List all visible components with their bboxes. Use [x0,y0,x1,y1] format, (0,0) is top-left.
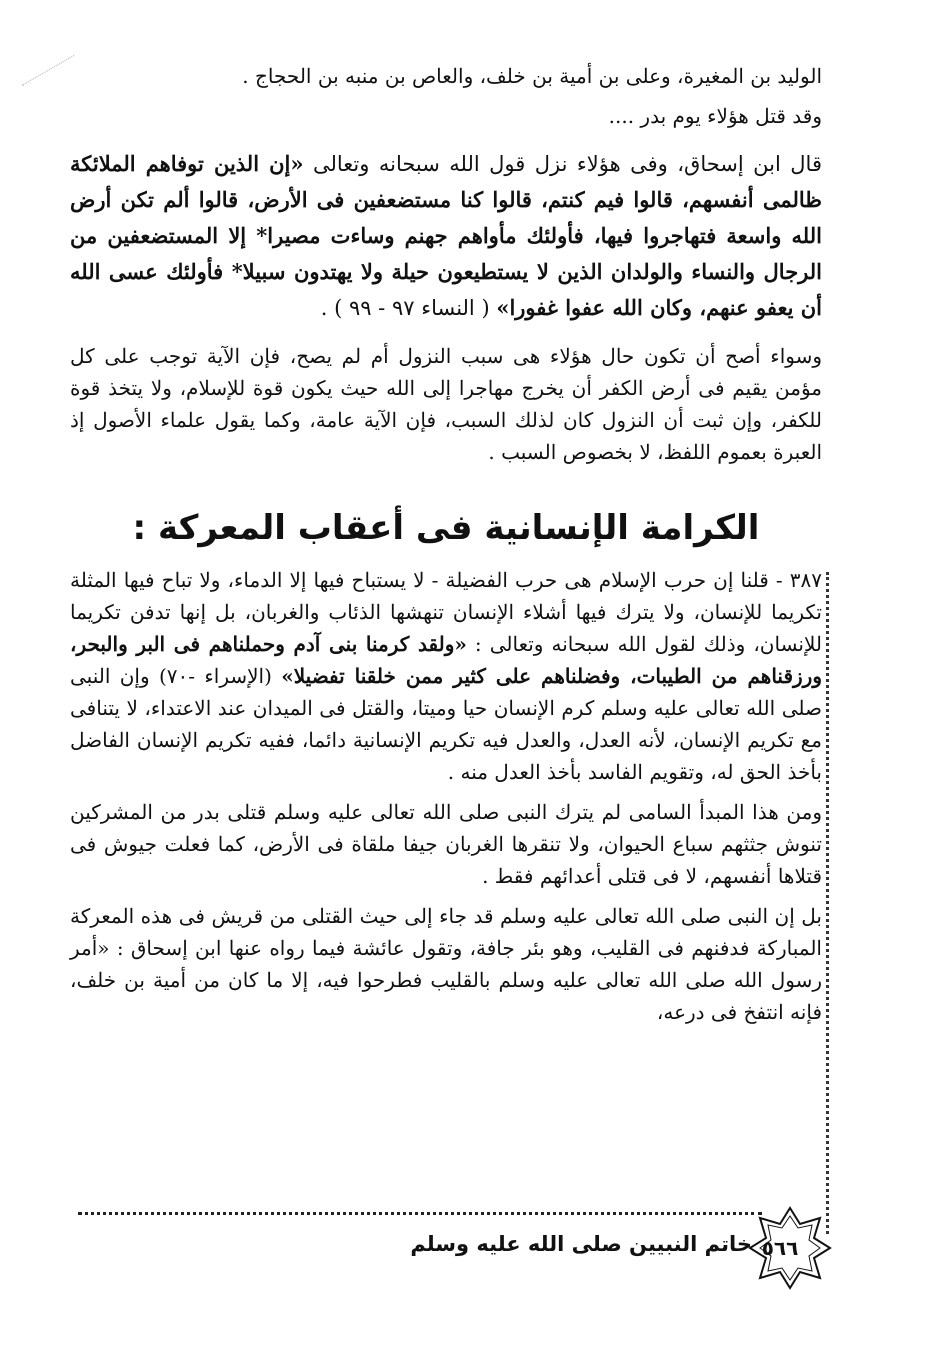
paragraph-3-intro: قال ابن إسحاق، وفى هؤلاء نزل قول الله سبحانه وتعالى [312,152,822,176]
paragraph-2: وقد قتل هؤلاء يوم بدر .... [608,104,822,128]
page-body [70,60,822,1036]
scan-artifact [22,55,74,86]
paragraph-4: وسواء أصح أن تكون حال هؤلاء هى سبب النزول أم لم يصح، فإن الآية توجب على كل مؤمن يقيم فى أرض الكفر أن يخرج مهاجرا إلى الله حيث يكون قوة للإسلام، ولا يتخذ قوة للكفر، وإن ثبت أن النزول كان لذلك السبب، فإن الآية عامة، وكما يقول علماء الأصول إذ العبرة بعموم اللفظ، لا بخصوص السبب . [70,344,822,464]
page-number: ٥٦٦ [761,1236,799,1260]
verse-reference-nisa: ( النساء ٩٧ - ٩٩ ) . [320,296,490,320]
book-title: خاتم النبيين صلى الله عليه وسلم [410,1232,752,1256]
footer-rule [78,1212,762,1215]
paragraph-3 [70,146,822,326]
quran-verse-isra: «ولقد كرمنا بنى آدم وحملناهم فى البر والبحر، ورزقناهم من الطيبات، وفضلناهم على كثير ممن خلقنا تفضيلا» [70,632,823,688]
page-footer [70,1212,822,1302]
paragraph-1: الوليد بن المغيرة، وعلى بن أمية بن خلف، والعاص بن منبه بن الحجاج . [242,64,822,88]
section-paragraph-3: بل إن النبى صلى الله تعالى عليه وسلم قد جاء إلى حيث القتلى من قريش فى هذه المعركة المباركة فدفنهم فى القليب، وهو بئر جافة، وتقول عائشة فيما رواه عنها ابن إسحاق : «أمر رسول الله صلى الله تعالى عليه وسلم بالقليب فطرحوا فيه، إلا ما كان من أمية بن خلف، فإنه انتفخ فى درعه، [70,904,822,1024]
section-paragraph-1-intro: ٣٨٧ - قلنا إن حرب الإسلام هى حرب الفضيلة - لا يستباح فيها إلا الدماء، ولا تباح فيها المثلة تكريما للإنسان، ولا يترك فيها أشلاء الإنسان تنهشها الذئاب والغربان، بل إنها تدفن تكريما للإنسان، وذلك لقول الله سبحانه وتعالى : [70,568,823,656]
quran-verse-nisa: «إن الذين توفاهم الملائكة ظالمى أنفسهم، قالوا فيم كنتم، قالوا كنا مستضعفين فى الأرض، قالوا ألم تكن أرض الله واسعة فتهاجروا فيها، فأولئك مأواهم جهنم وساءت مصيرا* إلا المستضعفين من الرجال والنساء والولدان الذين لا يستطيعون حيلة ولا يهتدون سبيلا* فأولئك عسى الله أن يعفو عنهم، وكان الله عفوا غفورا» [70,151,822,320]
section-heading: الكرامة الإنسانية فى أعقاب المعركة : [132,508,760,548]
section-paragraph-1-rest: (الإسراء -٧٠) وإن النبى صلى الله تعالى عليه وسلم كرم الإنسان حيا وميتا، والقتل فى الميدان عند الاعتداء، لا يتنافى مع تكريم الإنسان، لأنه العدل، والعدل فيه تكريم الإنسانية دائما، ففيه تكريم الإنسان الفاضل بأخذ الحق له، وتقويم الفاسد بأخذ العدل منه . [70,664,822,784]
section-paragraph-1 [70,564,822,788]
section-paragraph-2: ومن هذا المبدأ السامى لم يترك النبى صلى الله تعالى عليه وسلم قتلى بدر من المشركين تنوش جثثهم سباع الحيوان، ولا تنقرها الغربان جيفا ملقاة فى الأرض، كما فعلت جيوش فى قتلاها أنفسهم، لا فى قتلى أعدائهم فقط . [70,800,822,888]
margin-rule [826,572,829,1234]
